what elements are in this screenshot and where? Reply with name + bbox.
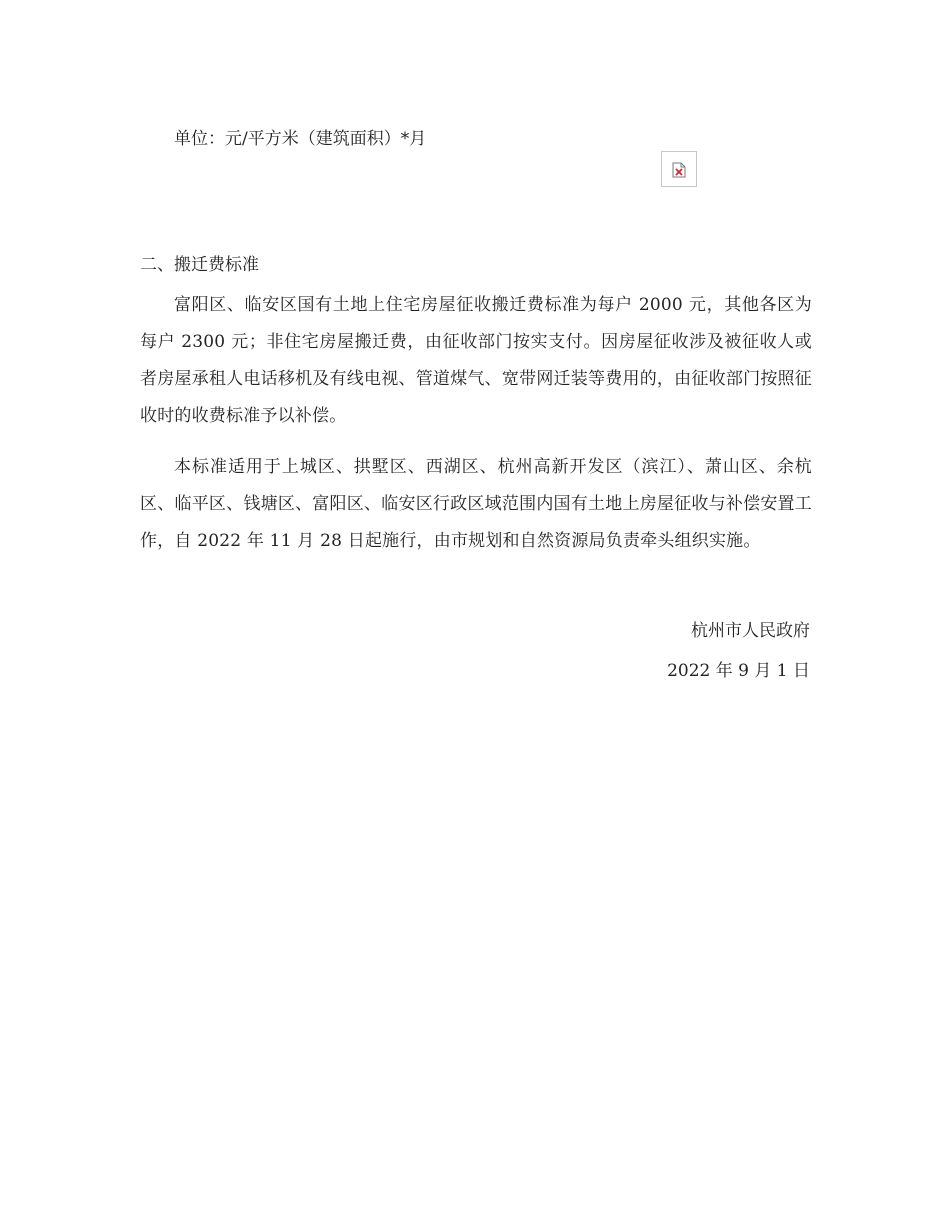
unit-line: 单位：元/平方米（建筑面积）*月 xyxy=(174,129,427,149)
paragraph-relocation-fee: 富阳区、临安区国有土地上住宅房屋征收搬迁费标准为每户 2000 元，其他各区为每户 2300 元；非住宅房屋搬迁费，由征收部门按实支付。因房屋征收涉及被征收人或者房屋承租人电话移机及有线电视、管道煤气、宽带网迁装等费用的，由征收部门按照征收时的收费标准予以补偿。 xyxy=(140,295,812,426)
paragraph-scope: 本标准适用于上城区、拱墅区、西湖区、杭州高新开发区（滨江）、萧山区、余杭区、临平区、钱塘区、富阳区、临安区行政区域范围内国有土地上房屋征收与补偿安置工作，自 2022 年 11 月 28 日起施行，由市规划和自然资源局负责牵头组织实施。 xyxy=(140,457,812,551)
section-heading: 二、搬迁费标准 xyxy=(140,255,259,275)
broken-image-icon xyxy=(672,162,686,178)
issuer-name: 杭州市人民政府 xyxy=(691,621,810,641)
broken-image-placeholder xyxy=(661,151,697,187)
issue-date: 2022 年 9 月 1 日 xyxy=(667,661,810,681)
